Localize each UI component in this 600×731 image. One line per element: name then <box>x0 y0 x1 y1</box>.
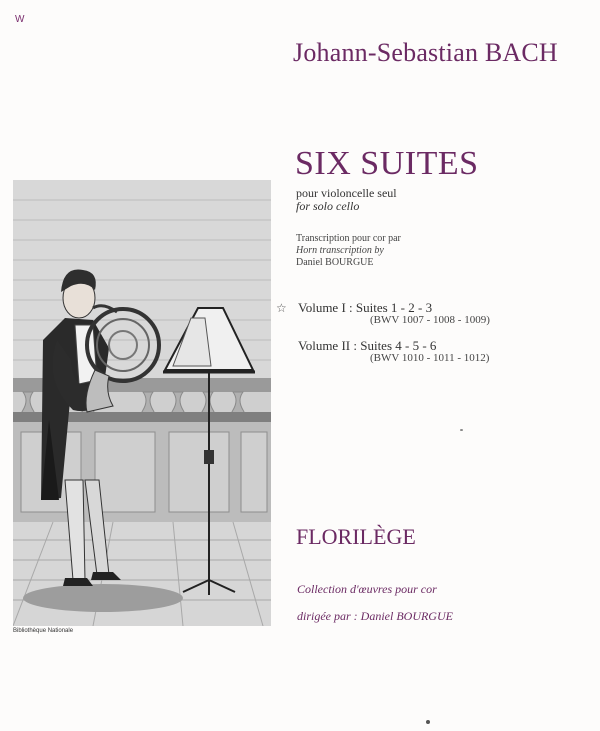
volume-2-label: Volume II : Suites 4 - 5 - 6 <box>298 338 437 353</box>
transcriber-name: Daniel BOURGUE <box>296 257 374 268</box>
volume-2-bwv: (BWV 1010 - 1011 - 1012) <box>370 352 490 364</box>
series-director: dirigée par : Daniel BOURGUE <box>297 609 453 623</box>
image-credit: Bibliothèque Nationale <box>13 628 74 634</box>
volume-1-bwv: (BWV 1007 - 1008 - 1009) <box>370 314 490 326</box>
current-volume-star-icon: ☆ <box>276 301 287 315</box>
paper-speck <box>426 720 430 724</box>
corner-mark: W <box>15 14 25 25</box>
horn-player-engraving <box>13 180 271 626</box>
composer-name: Johann-Sebastian BACH <box>293 38 558 67</box>
series-title: FLORILÈGE <box>296 524 416 549</box>
transcription-credit-french: Transcription pour cor par <box>296 233 401 244</box>
subtitle-french: pour violoncelle seul <box>296 186 397 200</box>
collection-description: Collection d'œuvres pour cor <box>297 582 437 596</box>
paper-speck <box>460 429 463 431</box>
work-title: SIX SUITES <box>295 145 479 182</box>
subtitle-english: for solo cello <box>296 199 360 213</box>
transcription-credit-english: Horn transcription by <box>296 245 384 256</box>
volume-1-label: Volume I : Suites 1 - 2 - 3 <box>298 300 433 315</box>
